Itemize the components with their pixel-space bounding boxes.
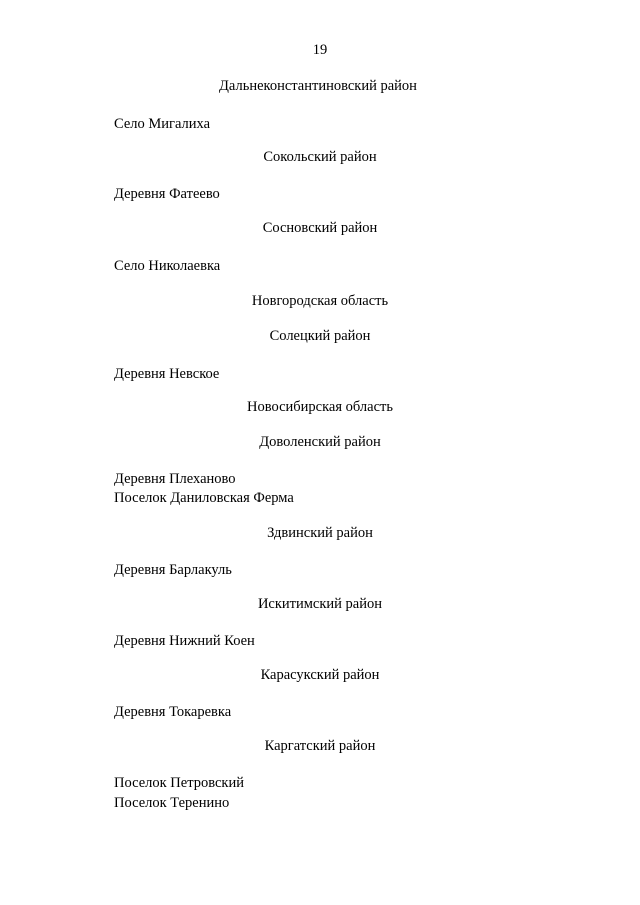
settlement-item: Деревня Барлакуль <box>114 562 232 578</box>
settlement-item: Деревня Фатеево <box>114 186 220 202</box>
district-heading: Карасукский район <box>260 667 380 683</box>
settlement-item: Деревня Плеханово <box>114 471 236 487</box>
settlement-item: Деревня Токаревка <box>114 704 232 720</box>
district-heading: Здвинский район <box>267 525 373 541</box>
page-number: 19 <box>312 42 328 58</box>
district-heading: Сосновский район <box>262 220 378 236</box>
region-heading: Новосибирская область <box>247 399 393 415</box>
district-heading: Дальнеконстантиновский район <box>219 78 417 94</box>
settlement-item: Село Николаевка <box>114 258 221 274</box>
settlement-item: Поселок Петровский <box>114 775 244 791</box>
district-heading: Солецкий район <box>269 328 371 344</box>
settlement-item: Деревня Невское <box>114 366 220 382</box>
district-heading: Искитимский район <box>257 596 383 612</box>
settlement-item: Поселок Теренино <box>114 795 230 811</box>
settlement-item: Село Мигалиха <box>114 116 211 132</box>
district-heading: Сокольский район <box>263 149 377 165</box>
district-heading: Каргатский район <box>264 738 376 754</box>
region-heading: Новгородская область <box>251 293 389 309</box>
settlement-item: Деревня Нижний Коен <box>114 633 255 649</box>
settlement-item: Поселок Даниловская Ферма <box>114 490 294 506</box>
district-heading: Доволенский район <box>259 434 381 450</box>
